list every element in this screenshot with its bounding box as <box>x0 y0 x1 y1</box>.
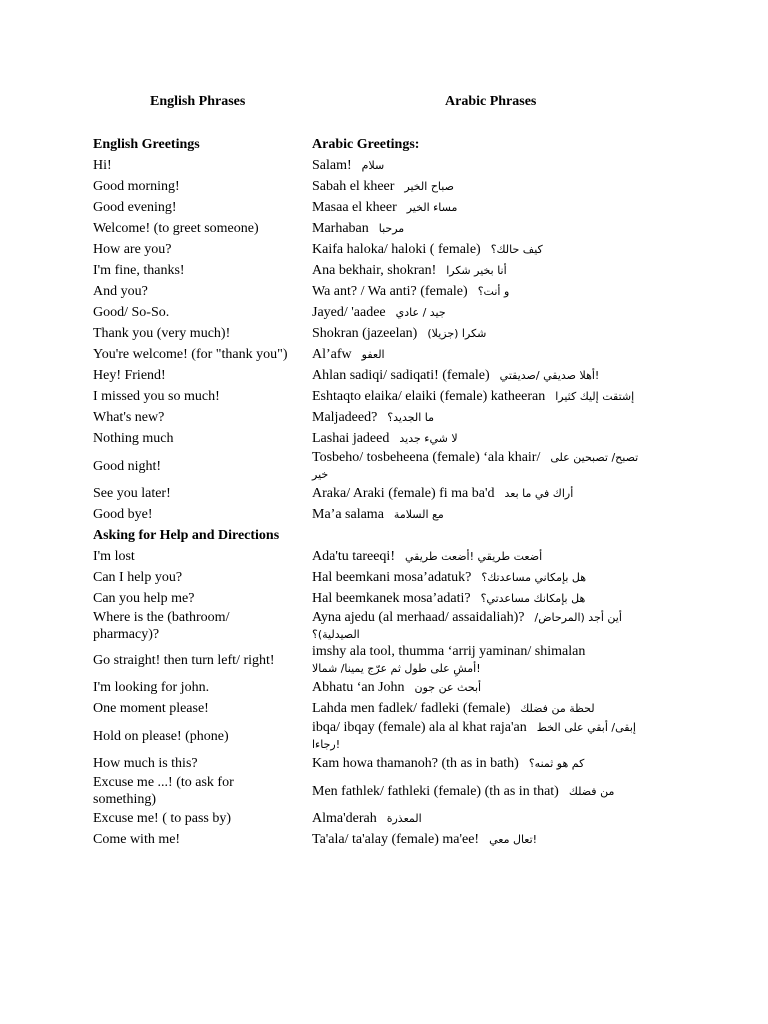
arabic-phrase <box>312 755 693 772</box>
arabic-script: لحظة من فضلك <box>520 702 595 715</box>
transliteration: Hal beemkani mosa’adatuk? <box>312 570 472 585</box>
arabic-phrase-line <box>312 548 693 565</box>
arabic-phrase-line <box>312 178 693 195</box>
english-phrase-text: Nothing much <box>93 431 174 446</box>
phrase-row <box>93 677 693 698</box>
arabic-script: مساء الخير <box>406 201 458 214</box>
phrase-row <box>93 197 693 218</box>
phrase-row <box>93 260 693 281</box>
english-phrase-text: I'm lost <box>93 549 135 564</box>
english-phrase <box>93 262 312 279</box>
english-phrase-text: Go straight! then turn left/ right! <box>93 652 275 668</box>
english-phrase-text: Hi! <box>93 158 112 173</box>
english-phrase-text: One moment please! <box>93 701 209 716</box>
arabic-phrase-line <box>312 262 693 279</box>
arabic-phrase-line <box>312 157 693 174</box>
phrase-row <box>93 774 693 808</box>
english-phrase <box>93 157 312 174</box>
english-phrase-text: Where is the (bathroom/ <box>93 610 230 625</box>
english-phrase <box>93 409 312 426</box>
arabic-phrase-line <box>312 719 693 736</box>
english-phrase <box>93 774 312 808</box>
english-phrase-text: See you later! <box>93 486 171 501</box>
arabic-phrase <box>312 506 693 523</box>
transliteration: Abhatu ‘an John <box>312 680 405 695</box>
english-phrase-text: Welcome! (to greet someone) <box>93 221 259 236</box>
arabic-phrase-line <box>312 346 693 363</box>
english-phrase-text: And you? <box>93 284 148 299</box>
section-heading-row <box>93 134 693 155</box>
english-phrase-text: Hey! Friend! <box>93 368 166 383</box>
english-phrase <box>93 220 312 237</box>
arabic-script: سلام <box>361 159 385 172</box>
arabic-phrase <box>312 700 693 717</box>
transliteration: Ana bekhair, shokran! <box>312 263 437 278</box>
phrase-row <box>93 567 693 588</box>
arabic-phrase-line <box>312 569 693 586</box>
arabic-phrase <box>312 157 693 174</box>
arabic-phrase-line <box>312 304 693 321</box>
phrase-row <box>93 323 693 344</box>
arabic-script: هل بإمكاني مساعدتك؟ <box>481 571 587 584</box>
english-phrase-text: You're welcome! (for "thank you") <box>93 347 288 362</box>
arabic-script: مرحبا <box>378 222 405 235</box>
arabic-phrase <box>312 569 693 586</box>
transliteration: Ta'ala/ ta'alay (female) ma'ee! <box>312 832 480 847</box>
transliteration: Salam! <box>312 158 352 173</box>
english-phrase <box>93 367 312 384</box>
arabic-phrase-line <box>312 409 693 426</box>
english-phrase <box>93 506 312 523</box>
english-phrase-text: I missed you so much! <box>93 389 220 404</box>
phrase-row <box>93 302 693 323</box>
transliteration: Men fathlek/ fathleki (female) (th as in that) <box>312 783 559 799</box>
arabic-phrase <box>312 388 693 405</box>
transliteration: Marhaban <box>312 221 369 236</box>
transliteration: Shokran (jazeelan) <box>312 326 418 341</box>
phrase-row <box>93 281 693 302</box>
english-phrase-text: Excuse me ...! (to ask for <box>93 775 234 790</box>
arabic-phrase-line <box>312 449 693 466</box>
arabic-script: هل بإمكانك مساعدتي؟ <box>480 592 586 605</box>
arabic-script: أنا بخير شكرا <box>446 264 507 277</box>
phrase-row <box>93 829 693 850</box>
english-phrase <box>93 569 312 586</box>
arabic-phrase-line <box>312 590 693 607</box>
phrase-row <box>93 483 693 504</box>
english-phrase <box>93 831 312 848</box>
english-phrase <box>93 346 312 363</box>
english-phrase <box>93 458 312 475</box>
arabic-script: مع السلامة <box>393 508 444 521</box>
arabic-phrase <box>312 719 693 753</box>
arabic-phrase <box>312 262 693 279</box>
arabic-phrase-line <box>312 783 693 800</box>
english-phrase <box>93 652 312 669</box>
arabic-phrase <box>312 220 693 237</box>
english-phrase <box>93 283 312 300</box>
arabic-phrase-line <box>312 643 693 660</box>
arabic-phrase-line <box>312 700 693 717</box>
english-phrase-text: Good bye! <box>93 507 153 522</box>
arabic-phrase <box>312 430 693 447</box>
arabic-phrase <box>312 367 693 384</box>
transliteration: Lashai jadeed <box>312 431 390 446</box>
english-phrase <box>93 136 312 153</box>
english-phrase <box>93 485 312 502</box>
arabic-phrase-line <box>312 430 693 447</box>
english-phrase-text: I'm looking for john. <box>93 680 210 695</box>
arabic-phrase <box>312 346 693 363</box>
english-phrase-text: Good morning! <box>93 179 180 194</box>
arabic-script: جيد / عادي <box>395 306 446 319</box>
transliteration: Ma’a salama <box>312 507 384 522</box>
arabic-phrase <box>312 325 693 342</box>
phrase-row <box>93 609 693 643</box>
arabic-script: أراك في ما بعد <box>504 487 574 500</box>
english-phrase-text: Good night! <box>93 458 162 474</box>
arabic-script: أبحث عن جون <box>414 681 482 694</box>
arabic-script: !أهلا صديقي /صديقتي <box>499 369 600 382</box>
arabic-phrase <box>312 178 693 195</box>
arabic-script: المعذرة <box>386 812 422 825</box>
arabic-script-continuation: الصيدلية)؟ <box>312 628 360 641</box>
english-phrase <box>93 304 312 321</box>
phrase-row <box>93 365 693 386</box>
phrase-row <box>93 808 693 829</box>
arabic-script: العفو <box>361 348 385 361</box>
arabic-script-continuation: خير <box>312 468 329 481</box>
arabic-script: إبقى/ أبقي على الخط <box>536 721 636 734</box>
arabic-phrase-line <box>312 220 693 237</box>
english-phrase-continuation: pharmacy)? <box>93 627 160 642</box>
english-phrase <box>93 178 312 195</box>
arabic-script: من فضلك <box>568 784 615 798</box>
english-phrase-continuation: something) <box>93 792 156 807</box>
transliteration: Jayed/ 'aadee <box>312 305 386 320</box>
arabic-script: كم هو ثمنه؟ <box>528 757 585 770</box>
arabic-script: شكرا (جزيلا) <box>427 327 487 340</box>
phrase-row <box>93 698 693 719</box>
arabic-phrase <box>312 679 693 696</box>
arabic-phrase-line <box>312 283 693 300</box>
english-phrase <box>93 548 312 565</box>
transliteration: Kaifa haloka/ haloki ( female) <box>312 242 481 257</box>
transliteration: Kam howa thamanoh? (th as in bath) <box>312 756 519 771</box>
english-phrase-text: I'm fine, thanks! <box>93 263 185 278</box>
transliteration: Ayna ajedu (al merhaad/ assaidaliah)? <box>312 610 525 625</box>
transliteration: Lahda men fadlek/ fadleki (female) <box>312 701 511 716</box>
transliteration: Wa ant? / Wa anti? (female) <box>312 284 468 299</box>
arabic-script: أضعت طريقي !أضعت طريقي <box>404 550 543 563</box>
transliteration: Alma'derah <box>312 811 377 826</box>
arabic-script-continuation: !رجاءا <box>312 738 341 751</box>
arabic-script: صباح الخير <box>404 180 454 193</box>
transliteration: Hal beemkanek mosa’adati? <box>312 591 471 606</box>
arabic-phrase <box>312 609 693 643</box>
arabic-phrase <box>312 241 693 258</box>
transliteration: Ahlan sadiqi/ sadiqati! (female) <box>312 368 490 383</box>
transliteration: imshy ala tool, thumma ‘arrij yaminan/ shimalan <box>312 644 586 659</box>
arabic-script: لا شيء جديد <box>399 432 458 445</box>
arabic-phrase-line <box>312 755 693 772</box>
phrase-row <box>93 218 693 239</box>
arabic-phrase-line <box>312 609 693 626</box>
transliteration: Al’afw <box>312 347 352 362</box>
arabic-phrase <box>312 643 693 677</box>
english-phrase-text: Excuse me! ( to pass by) <box>93 811 232 826</box>
transliteration: Araka/ Araki (female) fi ma ba'd <box>312 486 495 501</box>
transliteration: Masaa el kheer <box>312 200 397 215</box>
arabic-phrase <box>312 783 693 800</box>
english-phrase <box>93 728 312 745</box>
english-phrase <box>93 430 312 447</box>
english-phrase-text: Hold on please! (phone) <box>93 728 229 744</box>
phrase-row <box>93 407 693 428</box>
english-phrase-text: How are you? <box>93 242 172 257</box>
phrase-row <box>93 239 693 260</box>
arabic-script: !تعال معي <box>489 833 538 846</box>
phrase-row <box>93 504 693 525</box>
english-phrase <box>93 199 312 216</box>
english-phrase-text: Can you help me? <box>93 591 195 606</box>
transliteration: Maljadeed? <box>312 410 378 425</box>
english-phrase <box>93 590 312 607</box>
arabic-phrase <box>312 136 693 153</box>
arabic-phrase <box>312 449 693 483</box>
transliteration: Eshtaqto elaika/ elaiki (female) katheeran <box>312 389 546 404</box>
arabic-phrase-line <box>312 679 693 696</box>
transliteration: Tosbeho/ tosbeheena (female) ‘ala khair/ <box>312 450 541 465</box>
english-phrase <box>93 609 312 643</box>
arabic-phrase-line <box>312 388 693 405</box>
phrase-row <box>93 428 693 449</box>
phrase-row <box>93 588 693 609</box>
section-heading-row <box>93 525 693 546</box>
arabic-phrase-line <box>312 485 693 502</box>
arabic-phrase <box>312 831 693 848</box>
arabic-phrase-line <box>312 136 693 153</box>
phrase-row <box>93 449 693 483</box>
english-phrase <box>93 388 312 405</box>
arabic-script: أين أجد (المرحاض/ <box>534 611 622 624</box>
arabic-phrase-line <box>312 810 693 827</box>
arabic-phrase <box>312 304 693 321</box>
arabic-phrase-line <box>312 367 693 384</box>
arabic-phrase <box>312 548 693 565</box>
arabic-phrase-line <box>312 325 693 342</box>
arabic-script-continuation: !أمشِ على طول ثم عرّج يمينا/ شمالا <box>312 662 481 675</box>
phrase-row <box>93 753 693 774</box>
english-phrase <box>93 325 312 342</box>
english-column-header: English Phrases <box>150 94 246 109</box>
arabic-phrase <box>312 409 693 426</box>
arabic-script: كيف حالك؟ <box>490 243 543 256</box>
english-phrase-text: Thank you (very much)! <box>93 326 231 341</box>
english-phrase <box>93 810 312 827</box>
column-headers <box>0 93 768 111</box>
phrase-row <box>93 643 693 677</box>
arabic-phrase-line <box>312 241 693 258</box>
phrase-row <box>93 155 693 176</box>
english-phrase-text: English Greetings <box>93 137 200 152</box>
transliteration: ibqa/ ibqay (female) ala al khat raja'an <box>312 720 527 735</box>
english-phrase-text: Asking for Help and Directions <box>93 528 280 543</box>
english-phrase-text: Come with me! <box>93 832 181 847</box>
english-phrase-text: Good evening! <box>93 200 177 215</box>
arabic-script: تصبح/ تصبحين على <box>550 451 639 464</box>
phrase-row <box>93 719 693 753</box>
english-phrase-text: What's new? <box>93 410 165 425</box>
arabic-phrase <box>312 810 693 827</box>
english-phrase <box>93 755 312 772</box>
phrase-row <box>93 176 693 197</box>
arabic-column-header: Arabic Phrases <box>445 94 537 109</box>
arabic-phrase-line <box>312 199 693 216</box>
phrase-row <box>93 386 693 407</box>
arabic-script: ما الجديد؟ <box>387 411 434 424</box>
english-phrase-text: How much is this? <box>93 756 198 771</box>
arabic-phrase <box>312 283 693 300</box>
arabic-phrase <box>312 590 693 607</box>
phrase-row <box>93 344 693 365</box>
english-phrase <box>93 241 312 258</box>
arabic-script: إشتقت إليك كثيرا <box>555 390 635 403</box>
english-phrase-text: Can I help you? <box>93 570 183 585</box>
english-phrase <box>93 700 312 717</box>
arabic-phrase-line <box>312 831 693 848</box>
arabic-phrase-line <box>312 506 693 523</box>
arabic-phrase <box>312 199 693 216</box>
phrase-table <box>93 134 693 850</box>
english-phrase-text: Good/ So-So. <box>93 305 170 320</box>
arabic-phrase <box>312 485 693 502</box>
transliteration: Ada'tu tareeqi! <box>312 549 395 564</box>
transliteration: Arabic Greetings: <box>312 137 420 152</box>
english-phrase <box>93 679 312 696</box>
english-phrase <box>93 527 312 544</box>
transliteration: Sabah el kheer <box>312 179 395 194</box>
arabic-script: و أنت؟ <box>477 285 510 298</box>
phrase-row <box>93 546 693 567</box>
